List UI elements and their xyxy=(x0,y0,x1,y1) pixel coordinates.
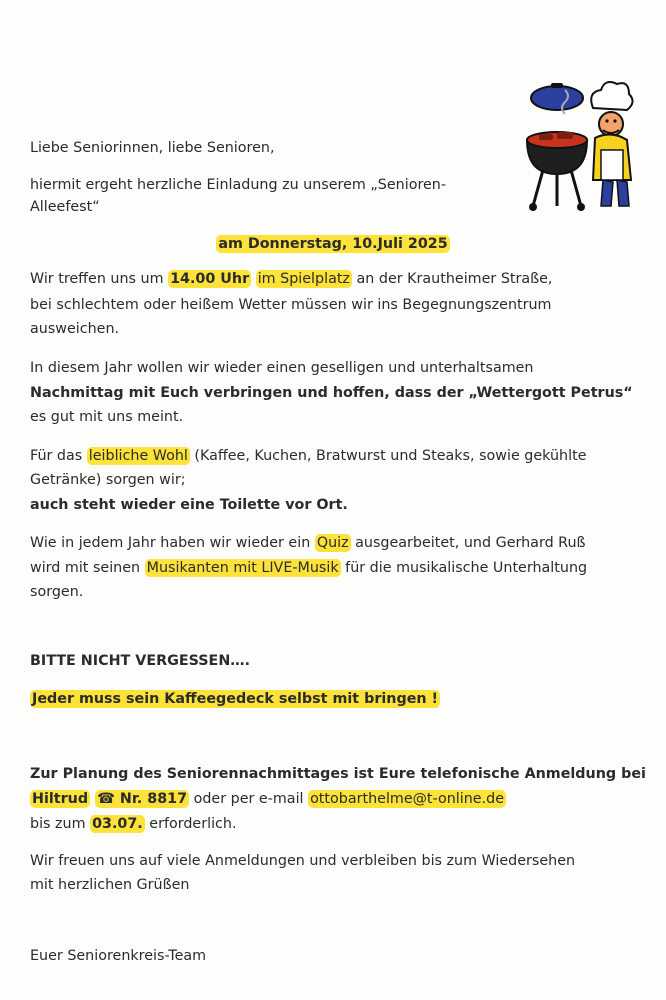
contact-email[interactable]: ottobarthelme@t-online.de xyxy=(310,791,504,807)
reminder-line xyxy=(30,686,440,712)
meeting-line-1 xyxy=(30,266,552,292)
event-date-highlight: am Donnerstag, 10.Juli 2025 xyxy=(218,236,448,252)
planning-line-1: Zur Planung des Seniorennachmittages ist Eure telefonische Anmeldung bei xyxy=(30,766,646,782)
music-highlight: Musikanten mit LIVE-Musik xyxy=(146,560,339,576)
meeting-line-2: bei schlechtem oder heißem Wetter müssen wir ins Begegnungszentrum xyxy=(30,297,552,313)
meeting-place: im Spielplatz xyxy=(257,271,350,287)
quiz-text: Wie in jedem Jahr haben wir wieder ein xyxy=(30,535,315,551)
contact-name: Hiltrud xyxy=(32,791,89,807)
phone-number: Nr. 8817 xyxy=(119,791,188,807)
year-line-1: In diesem Jahr wollen wir wieder einen geselligen und unterhaltsamen xyxy=(30,360,534,376)
quiz-line-1 xyxy=(30,530,586,556)
quiz-text-2: ausgearbeitet, und Gerhard Ruß xyxy=(350,535,586,551)
meeting-street: an der Krautheimer Straße, xyxy=(351,271,553,287)
food-line-1 xyxy=(30,443,587,469)
invitation-line-1: hiermit ergeht herzliche Einladung zu unserem „Senioren- xyxy=(30,177,447,193)
greeting: Liebe Seniorinnen, liebe Senioren, xyxy=(30,140,275,156)
deadline-date: 03.07. xyxy=(92,816,143,832)
grill-chef-clipart xyxy=(505,74,645,214)
quiz-highlight: Quiz xyxy=(316,535,349,551)
year-line-2: Nachmittag mit Euch verbringen und hoffen, dass der „Wettergott Petrus“ xyxy=(30,385,633,401)
meeting-gap xyxy=(251,271,256,287)
deadline-text: bis zum xyxy=(30,816,91,832)
food-line-2: Getränke) sorgen wir; xyxy=(30,472,186,488)
contact-phone xyxy=(95,790,189,808)
planning-line-2 xyxy=(30,786,506,812)
music-text: wird mit seinen xyxy=(30,560,145,576)
reminder-title: BITTE NICHT VERGESSEN…. xyxy=(30,653,251,669)
closing-line-1: Wir freuen uns auf viele Anmeldungen und verbleiben bis zum Wiedersehen xyxy=(30,853,576,869)
event-date xyxy=(0,231,666,257)
food-text: Für das xyxy=(30,448,87,464)
food-details: (Kaffee, Kuchen, Bratwurst und Steaks, sowie gekühlte xyxy=(189,448,587,464)
music-text-2: für die musikalische Unterhaltung xyxy=(340,560,588,576)
planning-line-3 xyxy=(30,811,237,837)
year-line-3: es gut mit uns meint. xyxy=(30,409,184,425)
toilet-note: auch steht wieder eine Toilette vor Ort. xyxy=(30,497,348,513)
email-intro: oder per e-mail xyxy=(189,791,309,807)
closing-line-2: mit herzlichen Grüßen xyxy=(30,877,190,893)
signature: Euer Seniorenkreis-Team xyxy=(30,948,207,964)
reminder-text: Jeder muss sein Kaffeegedeck selbst mit bringen ! xyxy=(32,691,439,707)
quiz-line-3: sorgen. xyxy=(30,584,84,600)
deadline-text-2: erforderlich. xyxy=(144,816,237,832)
food-highlight: leibliche Wohl xyxy=(88,448,188,464)
meeting-line-3: ausweichen. xyxy=(30,321,120,337)
invitation-line-2: Alleefest“ xyxy=(30,199,100,215)
meeting-time: 14.00 Uhr xyxy=(170,271,250,287)
meeting-text: Wir treffen uns um xyxy=(30,271,169,287)
phone-icon: ☎ xyxy=(97,791,115,807)
quiz-line-2 xyxy=(30,555,587,581)
